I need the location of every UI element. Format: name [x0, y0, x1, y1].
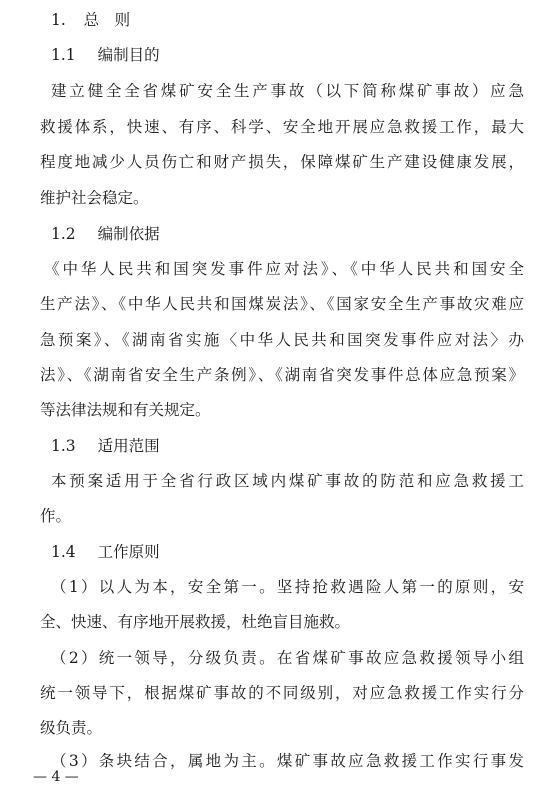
section-number: 1.4 [51, 543, 76, 561]
page-number: — 4 — [33, 769, 79, 785]
section-title: 工作原则 [97, 543, 160, 561]
section-heading-1-1 [51, 45, 537, 65]
heading-number: 1. [51, 11, 66, 29]
paragraph-line: 生产法》、《中华人民共和国煤炭法》、《国家安全生产事故灾难应 [40, 295, 524, 313]
paragraph-line: 等法律法规和有关规定。 [40, 401, 211, 419]
section-title: 适用范围 [97, 437, 160, 455]
paragraph-line: （3）条块结合，属地为主。煤矿事故应急救援工作实行事发 [51, 752, 524, 770]
section-heading-1-3 [51, 436, 537, 456]
section-title: 编制依据 [97, 225, 160, 243]
section-heading-1-2 [51, 224, 537, 244]
section-number: 1.1 [51, 46, 76, 64]
paragraph-line: 《中华人民共和国突发事件应对法》、《中华人民共和国安全 [44, 260, 524, 278]
paragraph-line: 级负责。 [40, 719, 103, 737]
paragraph-line: 救援体系，快速、有序、科学、安全地开展应急救援工作，最大 [40, 118, 524, 136]
section-number: 1.3 [51, 437, 76, 455]
paragraph-line: 建立健全全省煤矿安全生产事故（以下简称煤矿事故）应急 [51, 82, 524, 100]
paragraph-line: 急预案》、《湖南省实施〈中华人民共和国突发事件应对法〉办 [40, 331, 524, 349]
paragraph-line: 法》、《湖南省安全生产条例》、《湖南省突发事件总体应急预案》 [40, 366, 524, 384]
paragraph-line: （2）统一领导，分级负责。在省煤矿事故应急救援领导小组 [51, 649, 524, 667]
paragraph-line: 作。 [40, 507, 72, 525]
paragraph-line: 维护社会稳定。 [40, 189, 149, 207]
paragraph-line: 全、快速、有序地开展救援，杜绝盲目施救。 [40, 613, 351, 631]
section-number: 1.2 [51, 225, 76, 243]
section-title: 编制目的 [97, 46, 160, 64]
paragraph-line: 统一领导下，根据煤矿事故的不同级别，对应急救援工作实行分 [40, 684, 524, 702]
paragraph-line: 本预案适用于全省行政区域内煤矿事故的防范和应急救援工 [51, 472, 524, 490]
paragraph-line: （1）以人为本，安全第一。坚持抢救遇险人第一的原则，安 [51, 578, 524, 596]
paragraph-line: 程度地减少人员伤亡和财产损失，保障煤矿生产建设健康发展， [40, 153, 524, 171]
section-heading-1-4 [51, 542, 537, 562]
heading-general [51, 10, 537, 30]
heading-title: 总 则 [83, 11, 131, 29]
